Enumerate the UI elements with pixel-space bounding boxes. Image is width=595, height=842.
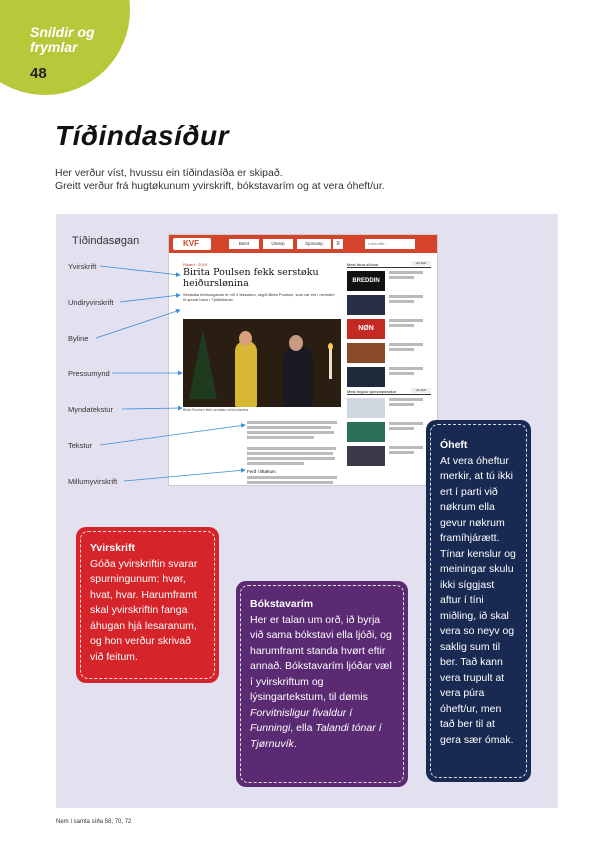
photo-flame (328, 343, 333, 350)
site-search: Leita eftir... (365, 239, 415, 249)
article-subheadline: Serstøka heiðursgávan er við 4 teksutum, segði Birita Poulsen, sum var ein í nevndini ið spurdi hann í Tjóðleikhúsi. (183, 292, 335, 302)
sidebar-text (389, 295, 431, 303)
page-title: Tíðindasíður (55, 120, 229, 151)
example-2: Talandi tónar í Tjørnuvík (250, 722, 382, 750)
article-headline: Birita Poulsen fekk serstøku heiðurslønina (183, 267, 319, 289)
sidebar-heading-1: Mest lisna síðuna (347, 262, 431, 268)
box-text: At vera óheftur merkir, at tú ikki ert í parti við nøkrum ella gevur nøkrum framíhjárætt. Tínar kenslur og meiningar skulu ikki síggjast aftur í tíni miðling, ið skal vera so neyv og saklig sum til ber. Tað kann vera trupult at vera púra óheft/ur, men tað ber til at gera sær ómak. (440, 454, 516, 746)
article-kicker: Rikard · 2019 (183, 262, 208, 267)
sidebar-more-1: Vís fleiri (411, 261, 431, 266)
sidebar-thumb (347, 295, 385, 315)
box-text: Her er talan um orð, ið byrja við sama bókstavi ella ljóði, og harumframt standa hvørt eftir annað. Bókstavarím ljóðar væl í yvirskriftum og lýsingartekstum, til dømis Forvitnisligur fivaldur í Funningi, ella Talandi tónar í Tjørnuvík. (250, 613, 392, 750)
article-body (247, 421, 342, 467)
section-title-line1: Snildir og (30, 24, 95, 40)
sidebar-text (389, 271, 431, 279)
sidebar-text (389, 398, 431, 406)
section-title (30, 25, 95, 55)
intro-text (55, 167, 535, 193)
sidebar-text (389, 446, 431, 454)
info-box-oheft (426, 420, 531, 782)
christmas-tree (189, 329, 217, 399)
panel-title: Tíðindasøgan (72, 235, 140, 247)
photo-woman (235, 341, 257, 407)
label-pressumynd: Pressumynd (68, 369, 110, 378)
sidebar-heading-2: Mest hugdu sjónvarpsnøkur (347, 389, 431, 395)
sidebar-thumb: NØN (347, 319, 385, 339)
footnote: Nem í samta síða 58, 70, 72 (56, 819, 132, 825)
intro-line2: Greitt verður frá hugtøkunum yvirskrift, bókstavarím og at vera óheft/ur. (55, 180, 385, 192)
box-text: Góða yvirskriftin svarar spurningunum: hvør, hvat, hvar. Harumframt skal yvirskriftin fanga áhugan hjá lesaranum, og hon verður skrivað við feitum. (90, 557, 198, 663)
info-box-yvirskrift (76, 527, 219, 683)
site-nav-item: Beint (229, 239, 259, 249)
box-title: Yvirskrift (90, 542, 135, 554)
site-nav-item: Útvarp (263, 239, 293, 249)
site-logo: KVF (173, 238, 211, 250)
press-photo (183, 319, 341, 407)
sidebar-more-2: Vís fleiri (411, 388, 431, 393)
box-title: Óheft (440, 439, 468, 451)
photo-candle (329, 349, 332, 379)
photo-woman-head (239, 331, 252, 346)
sidebar-thumb (347, 446, 385, 466)
label-yvirskrift: Yvirskrift (68, 262, 97, 271)
example-1: Forvitnisligur fivaldur í Funningi (250, 706, 353, 734)
photo-man-head (289, 335, 303, 351)
page-number: 48 (30, 65, 47, 82)
site-nav-item: Sjónvarp (297, 239, 331, 249)
label-undiryvirskrift: Undiryvirskrift (68, 298, 114, 307)
info-box-bokstavarim (236, 581, 408, 787)
sidebar-thumb (347, 343, 385, 363)
photo-man (283, 347, 313, 407)
sidebar-text (389, 367, 431, 375)
intro-line1: Her verður víst, hvussu ein tíðindasíða er skipað. (55, 167, 283, 179)
label-byline: Byline (68, 334, 89, 343)
photo-caption: Birita Poulsen fekk serstøku heiðurslønina (183, 408, 249, 412)
mid-heading: Ferð í tiltøkum (247, 469, 276, 474)
sidebar-text (389, 319, 431, 327)
label-tekstur: Tekstur (68, 441, 93, 450)
menu-icon: ≡ (333, 239, 343, 249)
section-title-line2: frymlar (30, 39, 78, 55)
box-title: Bókstavarím (250, 598, 314, 610)
sidebar-thumb (347, 367, 385, 387)
sidebar-thumb: BREDDIN (347, 271, 385, 291)
sidebar-thumb (347, 398, 385, 418)
label-millumyvirskrift: Millumyvirskrift (68, 477, 118, 486)
sidebar-text (389, 422, 431, 430)
article-body-2 (247, 476, 342, 486)
news-page-mockup (168, 234, 438, 486)
label-myndatekstur: Myndatekstur (68, 405, 114, 414)
sidebar-thumb (347, 422, 385, 442)
sidebar-text (389, 343, 431, 351)
